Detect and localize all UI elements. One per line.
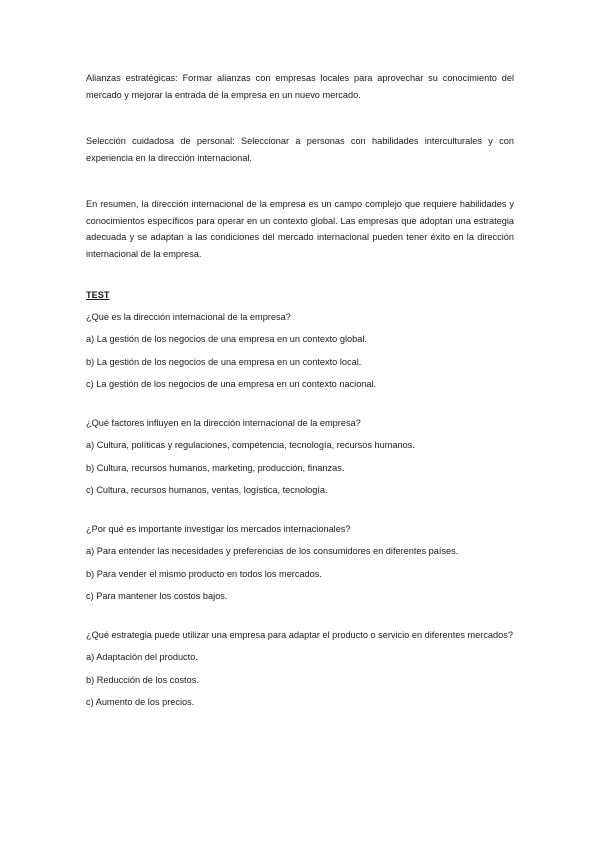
answer-option: a) Adaptación del producto. xyxy=(86,652,198,662)
question-text: ¿Por qué es importante investigar los mercados internacionales? xyxy=(86,523,351,534)
answer-option: c) Aumento de los precios. xyxy=(86,697,195,707)
question-block-2 xyxy=(86,415,514,499)
question-text: ¿Qué es la dirección internacional de la empresa? xyxy=(86,311,291,322)
question-block-4 xyxy=(86,627,514,711)
answer-option: a) Cultura, políticas y regulaciones, competencia, tecnología, recursos humanos. xyxy=(86,440,415,450)
paragraph-resumen: En resumen, la dirección internacional de la empresa es un campo complejo que requiere habilidades y conocimientos específicos para operar en un contexto global. Las empresas que adoptan una estrategia adecuada y se adaptan a las condiciones del mercado internacional pueden tener éxito en la dirección internacional de la empresa. xyxy=(86,199,514,259)
answer-option: c) Para mantener los costos bajos. xyxy=(86,591,228,601)
answer-option: c) Cultura, recursos humanos, ventas, logística, tecnología. xyxy=(86,485,328,495)
answer-option: b) Cultura, recursos humanos, marketing, producción, finanzas. xyxy=(86,462,345,473)
answer-option: c) La gestión de los negocios de una empresa en un contexto nacional. xyxy=(86,379,377,389)
test-heading: TEST xyxy=(86,290,110,300)
paragraph-seleccion: Selección cuidadosa de personal: Seleccionar a personas con habilidades interculturales y con experiencia en la dirección internacional. xyxy=(86,136,514,163)
question-block-1 xyxy=(86,309,514,393)
answer-option: a) Para entender las necesidades y preferencias de los consumidores en diferentes países. xyxy=(86,546,459,556)
question-block-3 xyxy=(86,521,514,605)
answer-option: b) Para vender el mismo producto en todos los mercados. xyxy=(86,568,322,579)
answer-option: a) La gestión de los negocios de una empresa en un contexto global. xyxy=(86,334,367,344)
question-text: ¿Qué factores influyen en la dirección internacional de la empresa? xyxy=(86,417,361,428)
answer-option: b) La gestión de los negocios de una empresa en un contexto local. xyxy=(86,356,362,367)
paragraph-alianzas: Alianzas estratégicas: Formar alianzas con empresas locales para aprovechar su conocimiento del mercado y mejorar la entrada de la empresa en un nuevo mercado. xyxy=(86,73,514,100)
answer-option: b) Reducción de los costos. xyxy=(86,674,199,685)
question-text: ¿Qué estrategia puede utilizar una empresa para adaptar el producto o servicio en diferentes mercados? xyxy=(86,629,513,640)
